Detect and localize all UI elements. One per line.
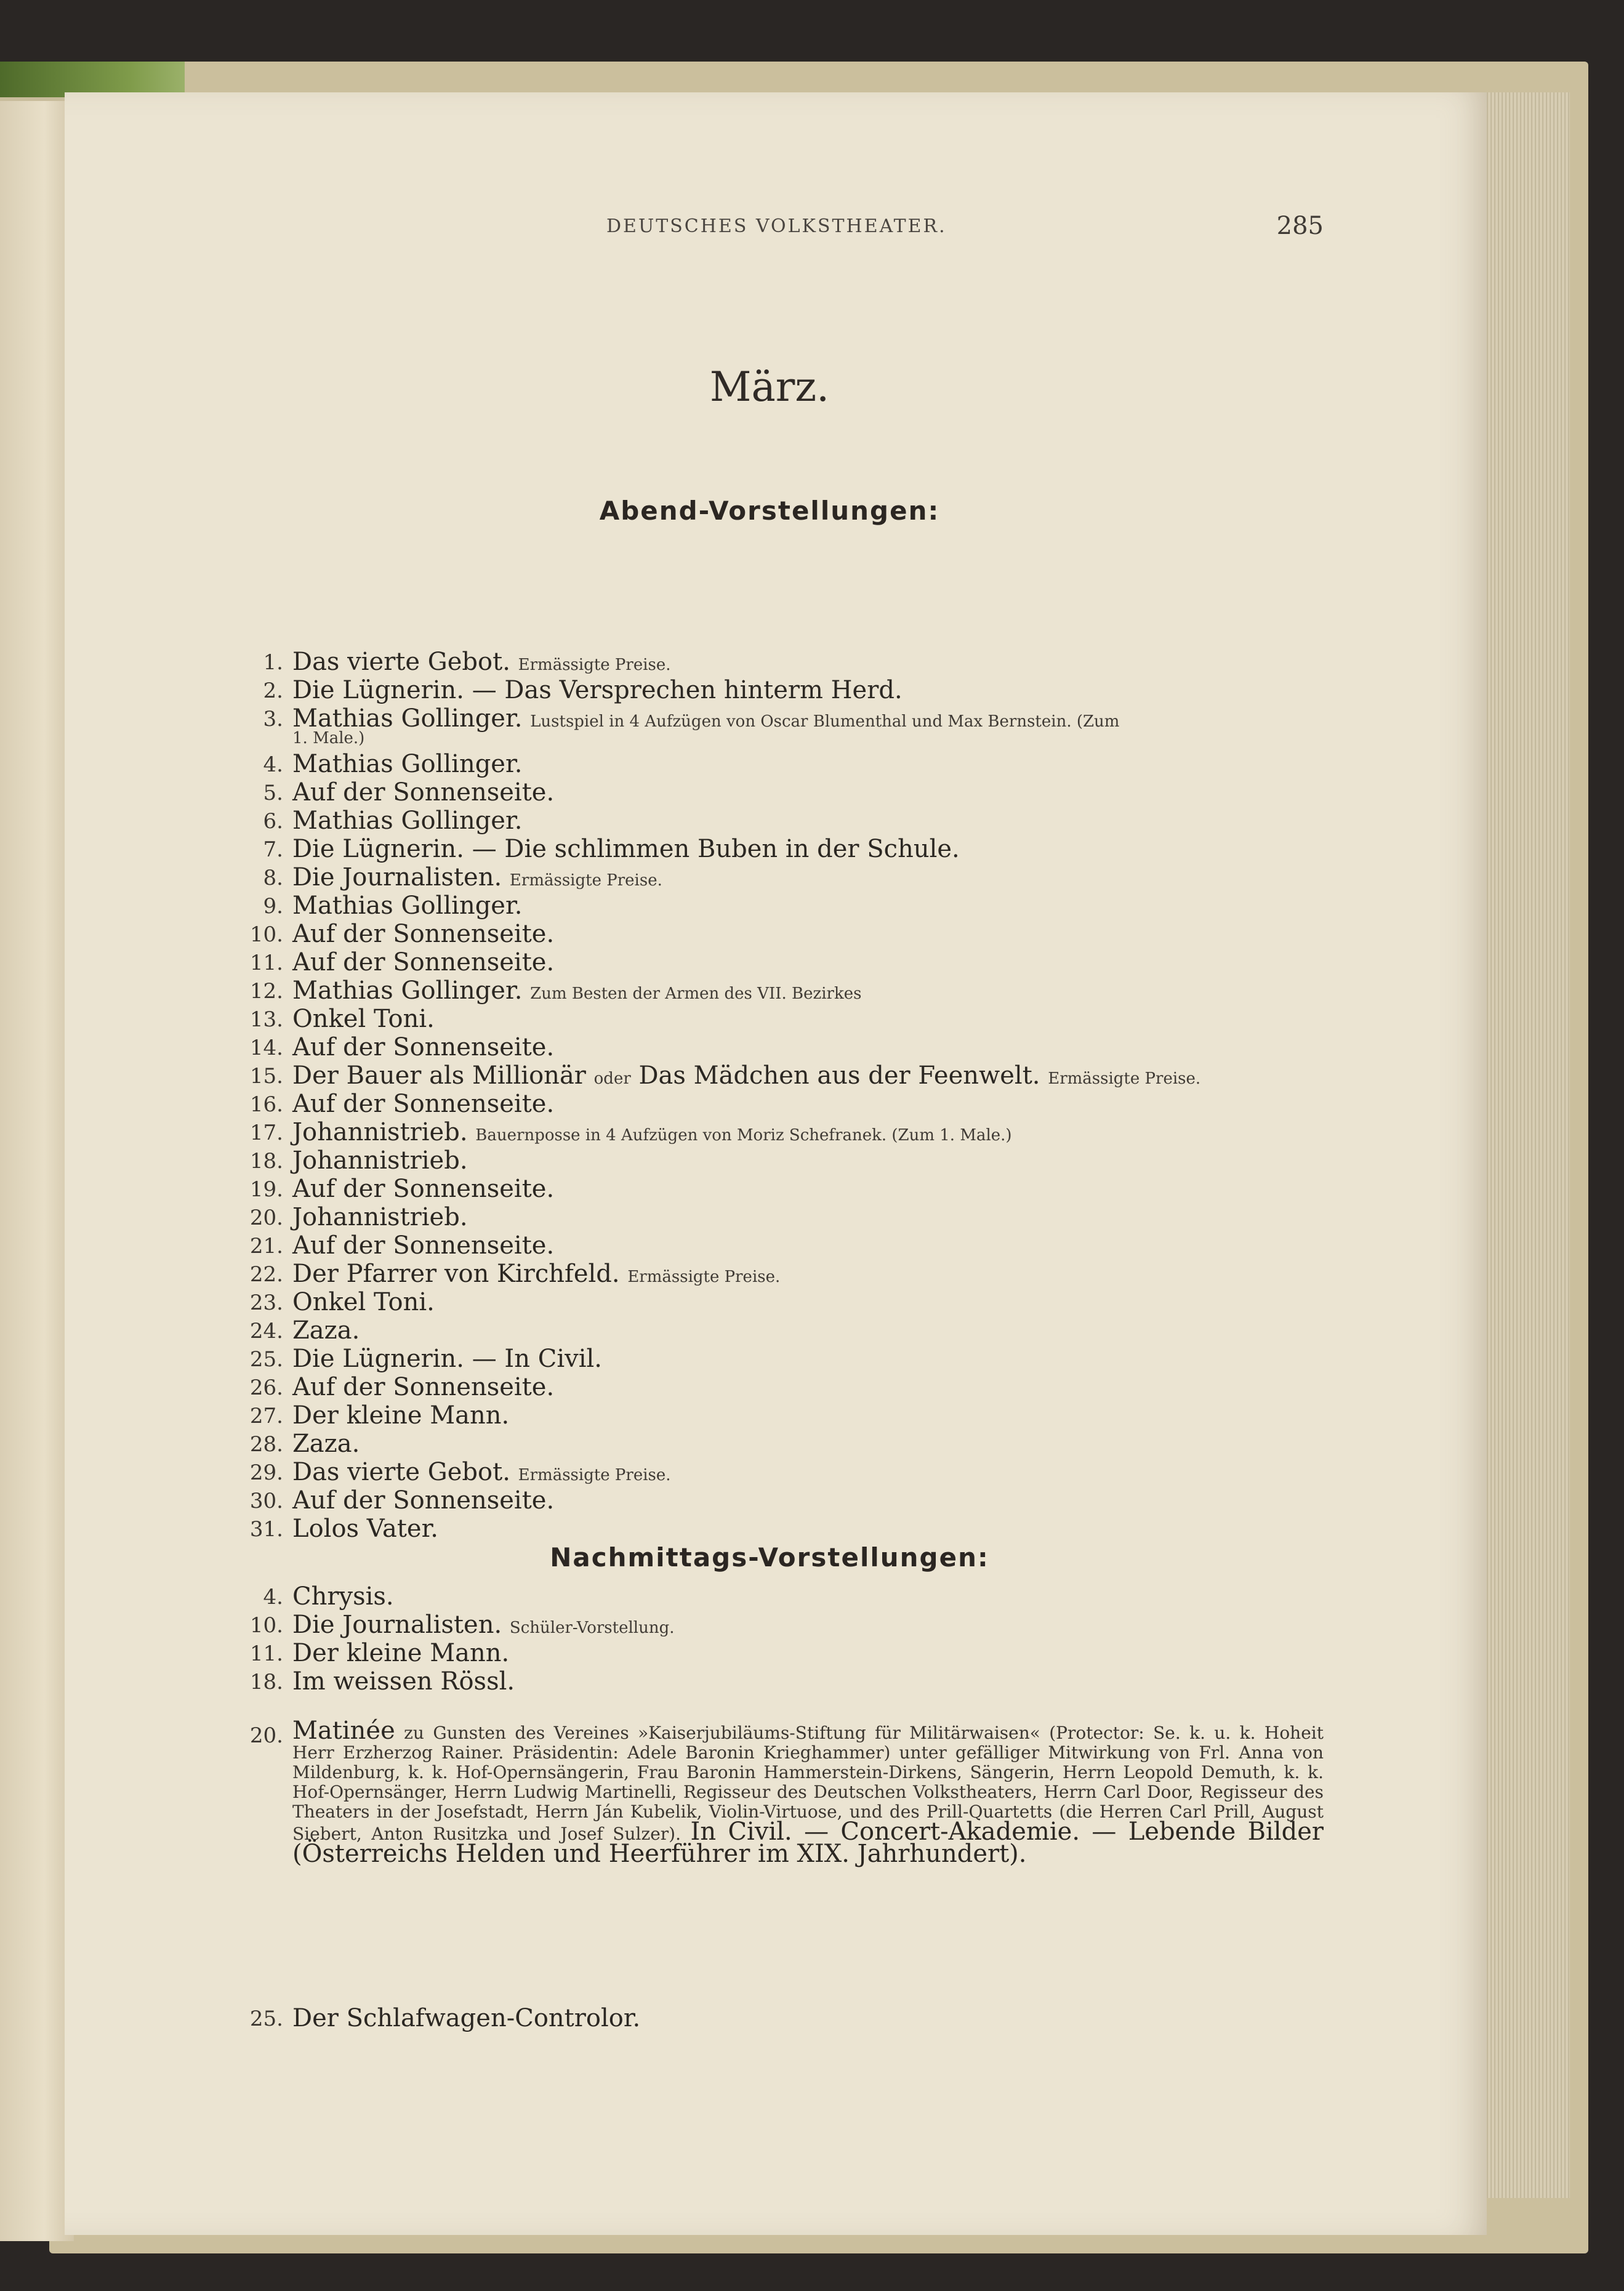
- entry-title: Das vierte Gebot.: [292, 648, 510, 676]
- list-item: [215, 1458, 1324, 1486]
- entry-title: Auf der Sonnenseite.: [292, 778, 555, 807]
- entry-note: Ermässigte Preise.: [1048, 1069, 1201, 1088]
- entry-text: [292, 1316, 1324, 1345]
- entry-title: Die Lügnerin. — Die schlimmen Buben in der Schule.: [292, 835, 960, 863]
- entry-title: Auf der Sonnenseite.: [292, 1090, 555, 1118]
- entry-number: 22.: [249, 1262, 283, 1287]
- entry-note-continued: 1. Male.): [292, 729, 365, 747]
- book-page: [65, 92, 1487, 2235]
- entry-number: 2.: [263, 678, 283, 703]
- entry-number: 1.: [263, 650, 283, 675]
- entry-text: [292, 1260, 1324, 1288]
- entry-title: Auf der Sonnenseite.: [292, 948, 555, 976]
- entry-title: Chrysis.: [292, 1582, 394, 1611]
- entry-title: Johannistrieb.: [292, 1146, 468, 1175]
- list-item: [215, 1667, 1324, 1696]
- list-item: [215, 807, 1324, 835]
- entry-number: 25.: [249, 1347, 283, 1372]
- list-item: [215, 1373, 1324, 1401]
- evening-heading: Abend-Vorstellungen:: [599, 496, 940, 526]
- list-item: [215, 648, 1324, 676]
- entry-text: [292, 1005, 1324, 1033]
- list-item: [215, 863, 1324, 892]
- list-item: [215, 750, 1324, 778]
- list-item: [215, 1260, 1324, 1288]
- entry-number: 20.: [249, 1206, 283, 1230]
- entry-title: Mathias Gollinger.: [292, 750, 523, 778]
- entry-text: [292, 778, 1324, 807]
- entry-number: 31.: [249, 1517, 283, 1542]
- entry-title: Im weissen Rössl.: [292, 1667, 515, 1696]
- entry-title: Der Schlafwagen-Controlor.: [292, 2004, 641, 2032]
- entry-note: Ermässigte Preise.: [509, 871, 662, 890]
- entry-number: 10.: [249, 922, 283, 947]
- running-title: DEUTSCHES VOLKSTHEATER.: [606, 215, 947, 237]
- entry-title-alt: Das Mädchen aus der Feenwelt.: [638, 1061, 1040, 1090]
- entry-number: 16.: [249, 1092, 283, 1117]
- entry-title: Der kleine Mann.: [292, 1639, 510, 1667]
- entry-number: 14.: [249, 1036, 283, 1060]
- entry-text: [292, 750, 1324, 778]
- list-item: [215, 948, 1324, 976]
- list-item: [215, 1515, 1324, 1543]
- entry-title: Zaza.: [292, 1316, 360, 1345]
- entry-title: Die Lügnerin. — Das Versprechen hinterm Herd.: [292, 676, 902, 704]
- entry-number: 11.: [249, 1641, 283, 1666]
- entry-number: 23.: [249, 1290, 283, 1315]
- entry-number: 24.: [249, 1319, 283, 1343]
- entry-note: Schüler-Vorstellung.: [509, 1619, 675, 1637]
- entry-number: 18.: [249, 1149, 283, 1174]
- list-item: [215, 1639, 1324, 1667]
- list-item: [215, 1582, 1324, 1611]
- entry-number: 27.: [249, 1404, 283, 1428]
- entry-note: Lustspiel in 4 Aufzügen von Oscar Blumenthal und Max Bernstein. (Zum: [530, 712, 1120, 731]
- entry-title: Die Journalisten.: [292, 863, 502, 892]
- afternoon-heading: Nachmittags-Vorstellungen:: [550, 1542, 989, 1572]
- entry-number: 17.: [249, 1121, 283, 1145]
- entry-number: 18.: [249, 1670, 283, 1694]
- list-item: [215, 1175, 1324, 1203]
- entry-title: Lolos Vater.: [292, 1515, 439, 1543]
- entry-text: [292, 892, 1324, 920]
- entry-text: [292, 863, 1324, 892]
- page-number: 285: [1276, 212, 1324, 240]
- entry-title: Auf der Sonnenseite.: [292, 1175, 555, 1203]
- entry-text: [292, 920, 1324, 948]
- list-item: [215, 1203, 1324, 1231]
- entry-number: 4.: [263, 752, 283, 777]
- list-item: [215, 676, 1324, 704]
- entry-title: Mathias Gollinger.: [292, 976, 523, 1005]
- entry-number: 11.: [249, 951, 283, 975]
- entry-text: [292, 1203, 1324, 1231]
- entry-title: Zaza.: [292, 1430, 360, 1458]
- entry-text: [292, 1231, 1324, 1260]
- list-item: [215, 920, 1324, 948]
- entry-text: [292, 1611, 1324, 1639]
- entry-text: [292, 1090, 1324, 1118]
- entry-text: [292, 1430, 1324, 1458]
- list-item: [215, 1486, 1324, 1515]
- entry-text: [292, 1582, 1324, 1611]
- entry-number: 6.: [263, 809, 283, 834]
- entry-number: 7.: [263, 837, 283, 862]
- entry-text: [292, 1486, 1324, 1515]
- entry-text: [292, 807, 1324, 835]
- entry-title: Mathias Gollinger.: [292, 807, 523, 835]
- entry-number: 3.: [263, 707, 283, 731]
- matinee-text: [292, 1717, 1324, 1868]
- entry-note: Ermässigte Preise.: [627, 1268, 781, 1286]
- list-item: [215, 1316, 1324, 1345]
- entry-text: [292, 1118, 1324, 1146]
- entry-text: [292, 835, 1324, 863]
- entry-number: 20.: [249, 1723, 283, 1748]
- matinee-description: zu Gunsten des Vereines »Kaiserjubiläums-Stiftung für Militärwaisen« (Protector: Se. k. u. k. Hoheit Herr Erzherzog Rainer. Präsidentin: Adele Baronin Krieghammer) unter gefälliger Mitwirkung von Frl. Anna von Mildenburg, k. k. Hof-Opernsängerin, Frau Baronin Hammerstein-Dirkens, Sängerin, Herrn Leopold Demuth, k. k. Hof-Opernsänger, Herrn Ludwig Martinelli, Regisseur des Deutschen Volkstheaters, Herrn Carl Door, Regisseur des Theaters in der Josefstadt, Herrn Ján Kubelik, Violin-Virtuose, und des Prill-Quartetts (die Herren Carl Prill, August Siebert, Anton Rusitzka und Josef Sulzer).: [292, 1723, 1324, 1844]
- entry-title: Auf der Sonnenseite.: [292, 1231, 555, 1260]
- entry-number: 12.: [249, 979, 283, 1004]
- entry-number: 10.: [249, 1613, 283, 1638]
- list-item: [215, 1430, 1324, 1458]
- entry-number: 25.: [249, 2007, 283, 2031]
- entry-text: [292, 1373, 1324, 1401]
- entry-text: [292, 1345, 1324, 1373]
- list-item: [215, 1061, 1324, 1090]
- entry-number: 26.: [249, 1375, 283, 1400]
- entry-title: Die Lügnerin. — In Civil.: [292, 1345, 603, 1373]
- list-item: [215, 1033, 1324, 1061]
- entry-note: Bauernposse in 4 Aufzügen von Moriz Schefranek. (Zum 1. Male.): [475, 1126, 1012, 1145]
- entry-text: [292, 1639, 1324, 1667]
- last-afternoon-entry: [215, 2004, 1324, 2032]
- page-content: [215, 92, 1324, 2235]
- list-item: [215, 835, 1324, 863]
- page-fore-edge: [1477, 92, 1570, 2198]
- entry-number: 28.: [249, 1432, 283, 1457]
- entry-note: Ermässigte Preise.: [518, 1466, 671, 1484]
- list-item: [215, 1005, 1324, 1033]
- matinee-program: In Civil. — Concert-Akademie. — Lebende Bilder (Österreichs Helden und Heerführer im XIX. Jahrhundert).: [292, 1818, 1324, 1868]
- entry-title: Johannistrieb.: [292, 1118, 468, 1146]
- list-item: [215, 778, 1324, 807]
- entry-conjunction: oder: [593, 1069, 631, 1088]
- entry-text: [292, 1515, 1324, 1543]
- list-item: [215, 1231, 1324, 1260]
- entry-text: [292, 1401, 1324, 1430]
- entry-text: [292, 648, 1324, 676]
- list-item: [215, 1345, 1324, 1373]
- entry-number: 4.: [263, 1585, 283, 1609]
- entry-title: Der Pfarrer von Kirchfeld.: [292, 1260, 620, 1288]
- list-item: [215, 1288, 1324, 1316]
- entry-title: Johannistrieb.: [292, 1203, 468, 1231]
- list-item: [215, 704, 1324, 747]
- month-title: März.: [709, 363, 830, 411]
- entry-number: 19.: [249, 1177, 283, 1202]
- entry-text: [292, 1175, 1324, 1203]
- entry-title: Mathias Gollinger.: [292, 892, 523, 920]
- list-item: [215, 1118, 1324, 1146]
- entry-title: Das vierte Gebot.: [292, 1458, 510, 1486]
- entry-text: [292, 1061, 1324, 1090]
- entry-number: 8.: [263, 866, 283, 890]
- entry-note: Zum Besten der Armen des VII. Bezirkes: [530, 984, 862, 1003]
- facing-page-edge: [0, 68, 74, 2241]
- matinee-entry: [215, 1717, 1324, 1868]
- entry-title: Die Journalisten.: [292, 1611, 502, 1639]
- running-head: [215, 212, 1324, 246]
- entry-text: [292, 676, 1324, 704]
- list-item: [215, 892, 1324, 920]
- entry-number: 13.: [249, 1007, 283, 1032]
- entry-number: 15.: [249, 1064, 283, 1089]
- entry-title: Onkel Toni.: [292, 1005, 435, 1033]
- entry-text: [292, 948, 1324, 976]
- entry-number: 5.: [263, 781, 283, 805]
- entry-title: Auf der Sonnenseite.: [292, 920, 555, 948]
- list-item: [215, 1611, 1324, 1639]
- entry-text: [292, 1288, 1324, 1316]
- matinee-title: Matinée: [292, 1717, 395, 1745]
- entry-text: [292, 1667, 1324, 1696]
- entry-text: [292, 1033, 1324, 1061]
- entry-text: [292, 1146, 1324, 1175]
- entry-text: [292, 976, 1324, 1005]
- list-item: [215, 1401, 1324, 1430]
- entry-title: Der Bauer als Millionär: [292, 1061, 586, 1090]
- entry-number: 9.: [263, 894, 283, 919]
- entry-title: Auf der Sonnenseite.: [292, 1486, 555, 1515]
- entry-number: 21.: [249, 1234, 283, 1258]
- entry-number: 30.: [249, 1489, 283, 1513]
- entry-title: Auf der Sonnenseite.: [292, 1373, 555, 1401]
- entry-text: [292, 1458, 1324, 1486]
- entry-note: Ermässigte Preise.: [518, 656, 671, 674]
- entry-number: 29.: [249, 1460, 283, 1485]
- entry-title: Auf der Sonnenseite.: [292, 1033, 555, 1061]
- entry-title: Der kleine Mann.: [292, 1401, 510, 1430]
- entry-title: Mathias Gollinger.: [292, 704, 523, 733]
- list-item: [215, 976, 1324, 1005]
- entry-title: Onkel Toni.: [292, 1288, 435, 1316]
- list-item: [215, 1146, 1324, 1175]
- list-item: [215, 1090, 1324, 1118]
